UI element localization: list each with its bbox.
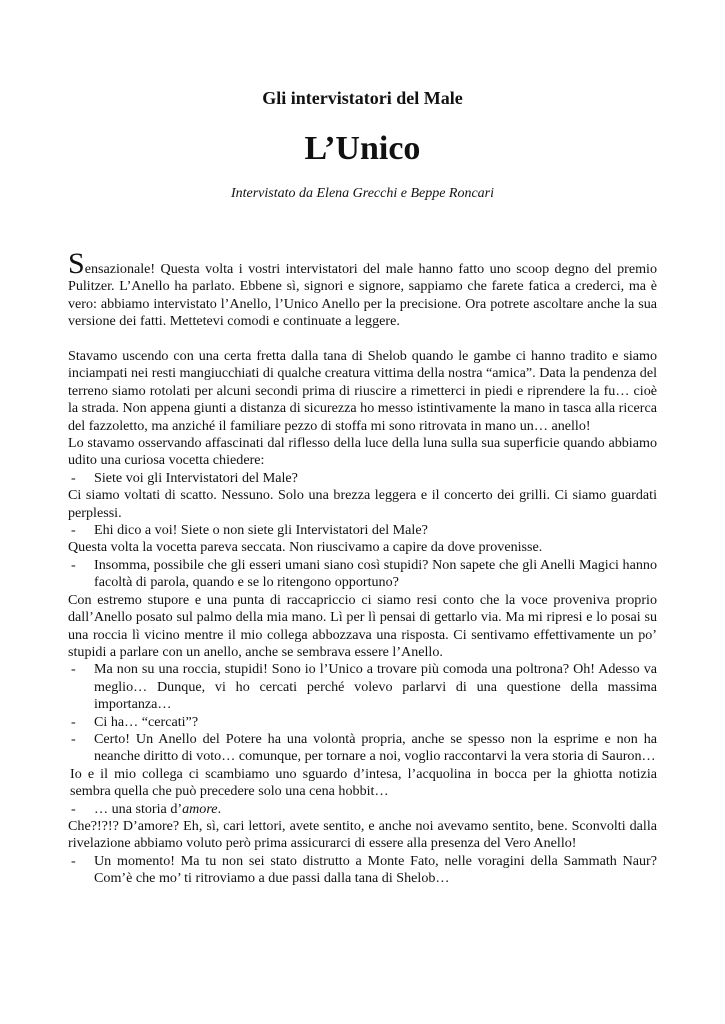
dialogue-text: Ma non su una roccia, stupidi! Sono io l’Unico a trovare più comoda una poltrona? Oh! Adesso va meglio… Dunque, vi ho cercati perché volevo parlarvi di una questione della massima importanza… [94,661,657,713]
intro-text: ensazionale! Questa volta i vostri intervistatori del male hanno fatto uno scoop degno del premio Pulitzer. L’Anello ha parlato. Ebbene sì, signori e signore, sappiamo che farete fatica a crederci, ma è vero: abbiamo intervistato l’Anello, l’Unico Anello per la precisione. Ora potrete ascoltare anche la sua versione dei fatti. Mettetevi comodi e continuate a leggere. [68,261,657,330]
dialogue-line [68,522,657,539]
drop-cap: S [68,247,85,280]
dialogue-text: Ehi dico a voi! Siete o non siete gli Intervistatori del Male? [94,522,428,539]
intro-paragraph [68,247,657,331]
dialogue-dash: - [71,469,76,486]
article-body [68,247,657,888]
series-heading: Gli intervistatori del Male [262,88,463,108]
dialogue-line [68,661,657,713]
dialogue-line [68,853,657,888]
paragraph: Ci siamo voltati di scatto. Nessuno. Solo una brezza leggera e il concerto dei grilli. Ci siamo guardati perplessi. [68,487,657,521]
paragraph: Che?!?!? D’amore? Eh, sì, cari lettori, avete sentito, e anche noi avevamo sentito, bene. Sconvolti dalla rivelazione abbiamo voluto però prima assicurarci di essere alla presenza del Vero Anello! [68,817,657,852]
page-title: L’Unico [304,130,421,167]
dialogue-dash: - [71,730,76,747]
dialogue-dash: - [71,556,76,573]
dialogue-line [68,470,657,487]
paragraph: Lo stavamo osservando affascinati dal riflesso della luce della luna sulla sua superficie quando abbiamo udito una curiosa vocetta chiedere: [68,435,657,469]
paragraph: Questa volta la vocetta pareva seccata. Non riuscivamo a capire da dove provenisse. [68,539,543,556]
dialogue-dash: - [71,522,76,539]
dialogue-dash: - [71,661,76,678]
dialogue-line [68,714,657,731]
italic-word: amore [182,800,218,817]
paragraph: Stavamo uscendo con una certa fretta dalla tana di Shelob quando le gambe ci hanno tradito e siamo inciampati nei resti mangiucchiati di qualche creatura vittima della nostra “amica”. Data la pendenza del terreno siamo rotolati per alcuni secondi prima di riuscire a rimetterci in piedi e riprendere la fu… cioè la strada. Non appena giunti a distanza di sicurezza ho messo istintivamente la mano in tasca alla ricerca del fazzoletto, ma anziché il familiare pezzo di stoffa mi sono ritrovata in mano un… anello! [68,348,657,434]
dialogue-text: Ci ha… “cercati”? [94,713,199,730]
dialogue-line [68,801,657,818]
dialogue-text: … una storia d’ [94,800,183,817]
dialogue-dash: - [71,713,76,730]
paragraph: Con estremo stupore e una punta di raccapriccio ci siamo resi conto che la voce proveniva proprio dall’Anello posato sul palmo della mia mano. Lì per lì pensai di gettarlo via. Ma mi ripresi e lo posai su una roccia lì vicino mentre il mio collega abbozzava una risposta. Ci sentivamo effettivamente un po’ stupidi a parlare con un anello, anche se sembrava essere l’Anello. [68,591,657,660]
dialogue-dash: - [71,800,76,817]
paragraph: Io e il mio collega ci scambiamo uno sguardo d’intesa, l’acquolina in bocca per la ghiotta notizia sembra quella che può precedere solo una cena hobbit… [70,765,657,800]
dialogue-dash: - [71,852,76,869]
dialogue-text: Un momento! Ma tu non sei stato distrutto a Monte Fato, nelle voragini della Sammath Naur? Com’è che mo’ ti ritroviamo a due passi dalla tana di Shelob… [94,852,657,887]
dialogue-text: Siete voi gli Intervistatori del Male? [94,469,298,486]
byline: Intervistato da Elena Grecchi e Beppe Roncari [230,186,495,201]
dialogue-text: Insomma, possibile che gli esseri umani siano così stupidi? Non sapete che gli Anelli Magici hanno facoltà di parola, quando e se lo ritengono opportuno? [94,556,657,591]
dialogue-line [68,557,657,592]
dialogue-text-end: . [217,800,222,817]
paragraph-gap [68,331,657,348]
dialogue-text: Certo! Un Anello del Potere ha una volontà propria, anche se spesso non la esprime e non ha neanche diritto di voto… comunque, per tornare a noi, voglio raccontarvi la vera storia di Sauron… [94,730,657,765]
dialogue-line [68,731,657,766]
